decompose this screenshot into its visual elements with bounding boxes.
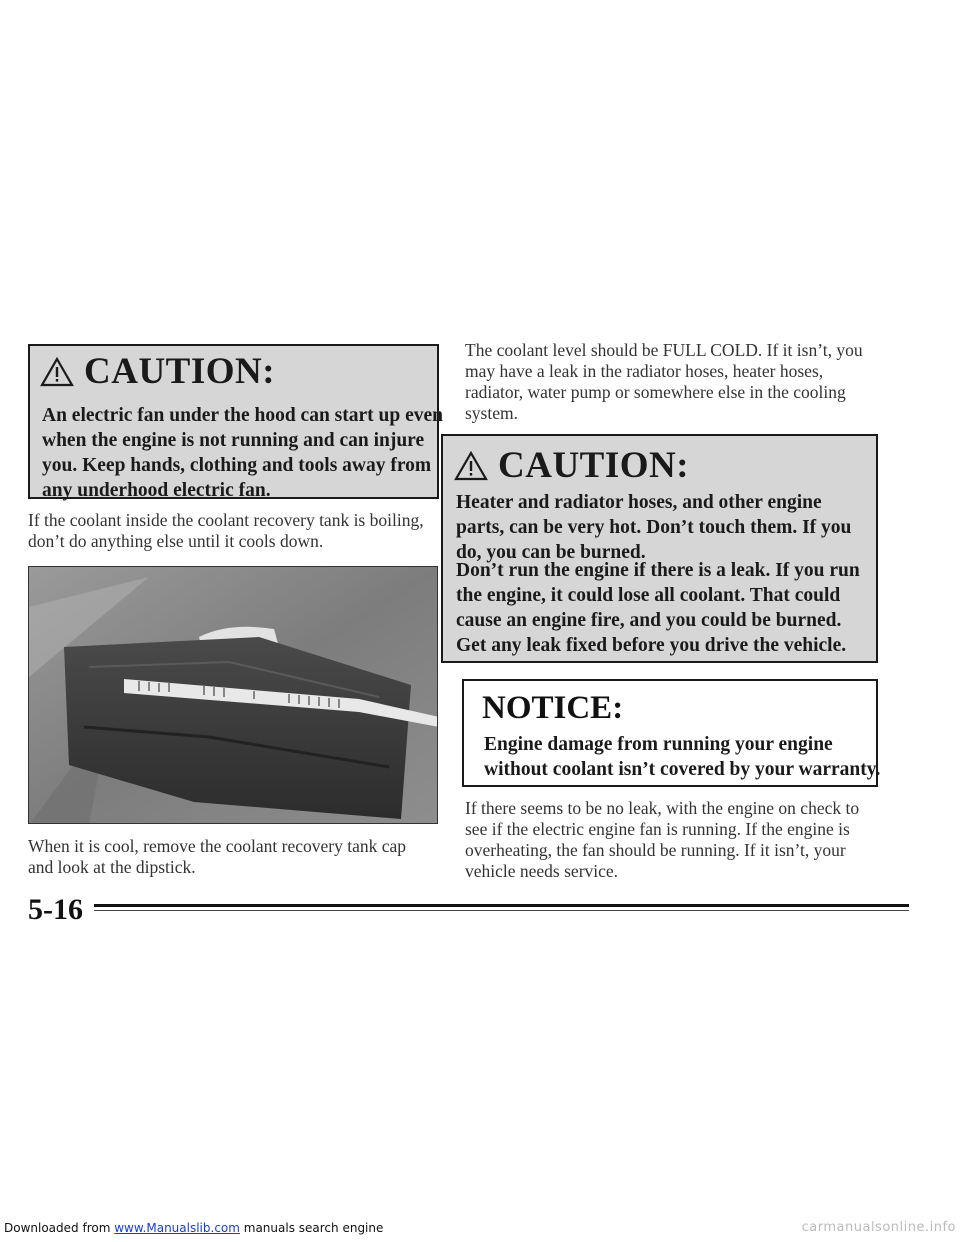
warning-triangle-icon (40, 357, 74, 387)
caution-line: parts, can be very hot. Don’t touch them. If you (456, 517, 852, 538)
caution-line: Get any leak fixed before you drive the vehicle. (456, 635, 847, 656)
caution-line: any underhood electric fan. (42, 480, 271, 501)
caution-line: you. Keep hands, clothing and tools away from (42, 455, 432, 476)
coolant-boiling-paragraph (28, 510, 424, 552)
text-line: system. (465, 403, 518, 423)
caution-line: Don’t run the engine if there is a leak. If you run (456, 560, 860, 581)
page-number: 5-16 (28, 893, 83, 926)
footer-suffix: manuals search engine (239, 1221, 384, 1235)
download-footer (4, 1221, 383, 1235)
notice-line: without coolant isn’t covered by your warranty. (484, 759, 881, 780)
caution-line: when the engine is not running and can injure (42, 430, 425, 451)
text-line: If the coolant inside the coolant recovery tank is boiling, (28, 510, 424, 530)
text-line: overheating, the fan should be running. If it isn’t, your (465, 840, 846, 860)
watermark: carmanualsonline.info (801, 1220, 956, 1235)
text-line: see if the electric engine fan is running. If the engine is (465, 819, 850, 839)
text-line: When it is cool, remove the coolant recovery tank cap (28, 836, 407, 856)
caution-line: the engine, it could lose all coolant. That could (456, 585, 841, 606)
caution-title-left (40, 350, 275, 393)
caution-line: An electric fan under the hood can start up even (42, 405, 443, 426)
text-line: The coolant level should be FULL COLD. If it isn’t, you (465, 340, 863, 360)
caution-title-right (454, 444, 689, 487)
footer-rule (94, 904, 909, 907)
text-line: and look at the dipstick. (28, 857, 196, 877)
notice-title: NOTICE: (482, 690, 624, 726)
manualslib-link[interactable]: www.Manualslib.com (114, 1221, 240, 1235)
no-leak-paragraph (465, 798, 859, 882)
caution-text-right-2 (456, 558, 860, 658)
notice-line: Engine damage from running your engine (484, 734, 833, 755)
footer-prefix: Downloaded from (4, 1221, 115, 1235)
caution-line: cause an engine fire, and you could be burned. (456, 610, 842, 631)
footer-rule-thin (94, 910, 909, 911)
text-line: may have a leak in the radiator hoses, heater hoses, (465, 361, 824, 381)
text-line: don’t do anything else until it cools down. (28, 531, 324, 551)
caution-text-left (42, 403, 443, 503)
caution-line: Heater and radiator hoses, and other engine (456, 492, 822, 513)
caution-text-right-1 (456, 490, 851, 565)
caution-line: do, you can be burned. (456, 542, 646, 563)
remove-cap-paragraph (28, 836, 406, 878)
caution-title-text: CAUTION: (498, 445, 690, 486)
warning-triangle-icon (454, 451, 488, 481)
caution-title-text: CAUTION: (84, 351, 276, 392)
coolant-level-paragraph (465, 340, 863, 424)
text-line: vehicle needs service. (465, 861, 619, 881)
text-line: If there seems to be no leak, with the engine on check to (465, 798, 860, 818)
dipstick-photo (28, 566, 438, 824)
notice-text (484, 732, 880, 782)
text-line: radiator, water pump or somewhere else in the cooling (465, 382, 846, 402)
